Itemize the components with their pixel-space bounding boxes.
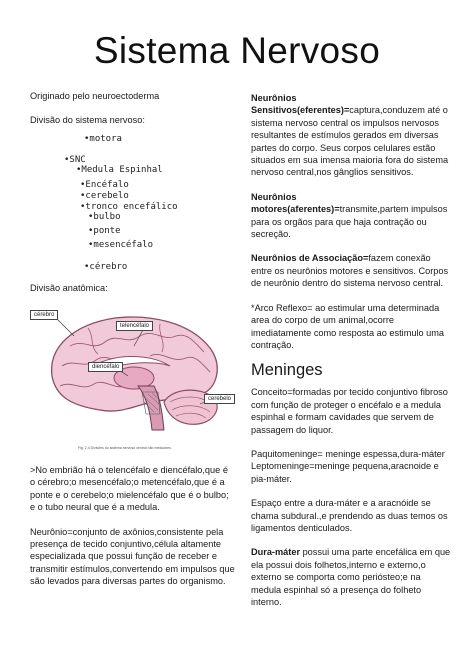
figure-caption: Fig. 2.4 Divisões do sistema nervoso central não medulares. [78,446,172,450]
label-telencefalo: telencéfalo [116,321,153,331]
origin-text: Originado pelo neuroectoderma [30,91,160,101]
division-heading: Divisão do sistema nervoso: [30,115,145,126]
association-neurons-term: Neurônios de Associação= [251,253,369,264]
motor-neurons-paragraph [251,191,451,241]
brain-figure [30,306,240,452]
tree-motora: •motora [84,134,122,144]
label-diencefalo: diencéfalo [88,362,123,372]
left-bottom-text [30,464,235,588]
tree-encefalo: •Encéfalo [80,180,129,190]
sensory-neurons-paragraph [251,92,451,179]
tree-medula: •Medula Espinhal [76,165,163,175]
neuron-paragraph: Neurônio=conjunto de axônios,consistente pela presença de tecido conjuntivo,célula altamente especializada que possui função de receber e transmitir estímulos,convertendo em impulsos que são levados para diversas partes do organismo. [30,526,235,587]
tree-tronco: •tronco encefálico [80,202,178,212]
sensory-neurons-text: captura,conduzem até o sistema nervoso central os impulsos nervosos resultantes de estímulos gerados em diversas partes do corpo. Seus corpos celulares estão situados em sua imensa maioria fora do sistema nervoso central,nos gânglios sensitivos. [251,105,449,178]
page-title: Sistema Nervoso [93,30,381,71]
association-neurons-paragraph [251,252,451,289]
tree-snc: •SNC [64,155,86,165]
tree-cerebelo: •cerebelo [80,191,129,201]
reflex-arc-paragraph: *Arco Reflexo= ao estimular uma determinada area do corpo de um animal,ocorre imediatamente como resposta ao estimulo uma contração. [251,302,445,350]
embryo-paragraph: >No embrião há o telencéfalo e diencéfalo,que é o cérebro;o mesencéfalo;o metencéfalo,que é a ponte e o cerebelo;o mielencéfalo que é o bulbo; e o tubo neural que é a medula. [30,465,229,513]
pachymeninx-paragraph: Paquitomeninge= meninge espessa,dura-máter Leptomeninge=meninge pequena,aracnoide e pia-máter. [251,448,445,484]
label-cerebelo: cerebelo [204,394,235,404]
meninges-concept-paragraph: Conceito=formadas por tecido conjuntivo fibroso com função de proteger o encéfalo e a medula espinhal e formam cavidades que servem de passagem do liquor. [251,387,448,435]
motor-neurons-term: Neurônios motores(aferentes)= [251,191,340,215]
dura-mater-term: Dura-máter [251,547,301,558]
right-column [251,92,451,608]
tree-mesencefalo: •mesencéfalo [88,240,154,250]
dura-mater-text: possui uma parte encefálica em que ela possui dois folhetos,interno e externo,o externo se comporta como periósteo;e na medula espinhal só a presença do folheto interno. [251,547,451,607]
left-column [30,90,238,127]
dura-mater-paragraph [251,546,451,608]
subdural-paragraph: Espaço entre a dura-máter e a aracnóide se chama subdural.,e prendendo as duas temos os ligamentos denticulados. [251,498,448,533]
anatomical-heading: Divisão anatômica: [30,283,108,293]
motor-neurons-text: transmite,partem impulsos para os orgãos para que haja contração ou secreção. [251,204,448,240]
label-cerebro: cérebro [30,310,58,320]
meninges-heading: Meninges [251,361,323,380]
tree-cerebro: •cérebro [84,262,128,272]
tree-ponte: •ponte [88,226,121,236]
association-neurons-text: fazem conexão entre os neurônios motores e sensitivos. Corpos de neurônio dentro do sistema nervoso central. [251,253,449,289]
tree-bulbo: •bulbo [88,212,121,222]
sensory-neurons-term: Neurônios Sensitivos(eferentes)= [251,93,350,116]
